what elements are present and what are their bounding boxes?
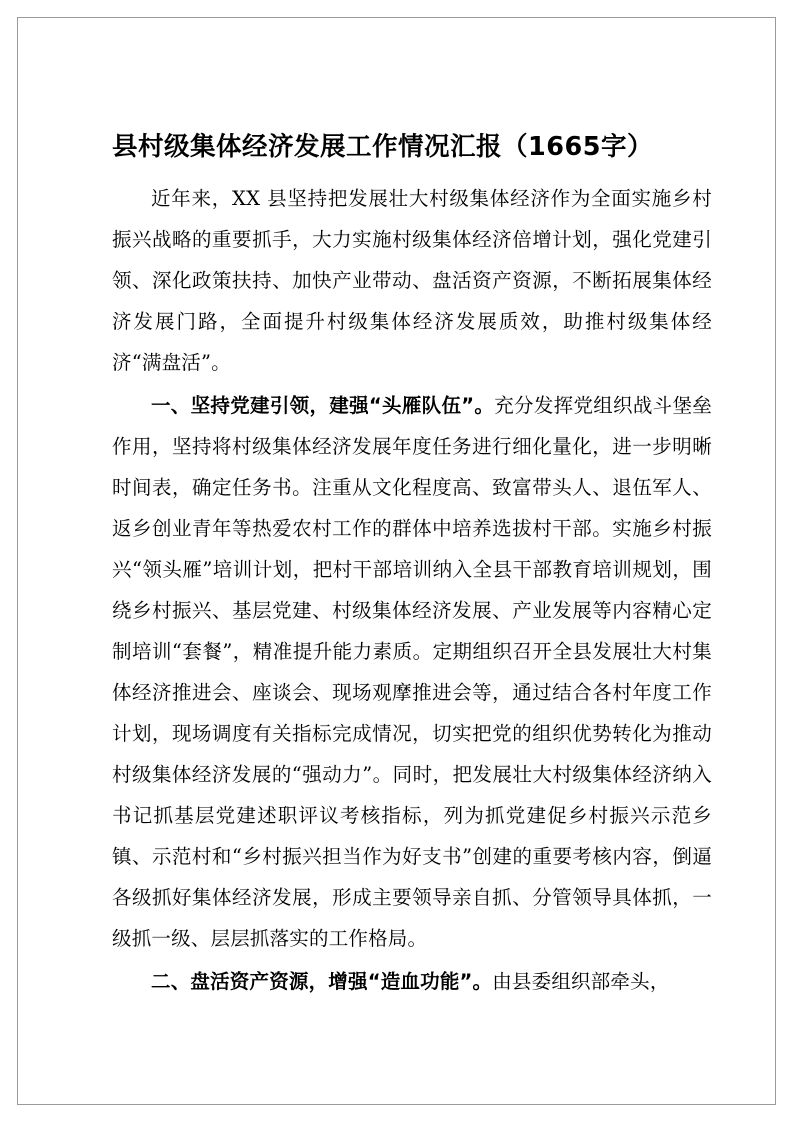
paragraph-text: 近年来，XX 县坚持把发展壮大村级集体经济作为全面实施乡村振兴战略的重要抓手，大力实施村级集体经济倍增计划，强化党建引领、深化政策扶持、加快产业带动、盘活资产资源，不断拓展集体经济发展门路，全面提升村级集体经济发展质效，助推村级集体经济“满盘活”。 [112, 187, 712, 375]
paragraph-section-one [112, 385, 712, 959]
section-heading-two: 二、盘活资产资源，增强“造血功能”。 [151, 970, 493, 994]
paragraph-text: 由县委组织部牵头， [492, 970, 670, 994]
paragraph-intro [112, 178, 712, 383]
paragraph-section-two [112, 961, 712, 1002]
document-body [112, 130, 712, 1002]
paragraph-text: 充分发挥党组织战斗堡垒作用，坚持将村级集体经济发展年度任务进行细化量化，进一步明晰时间表，确定任务书。注重从文化程度高、致富带头人、退伍军人、返乡创业青年等热爱农村工作的群体中培养选拔村干部。实施乡村振兴“领头雁”培训计划，把村干部培训纳入全县干部教育培训规划，围绕乡村振兴、基层党建、村级集体经济发展、产业发展等内容精心定制培训“套餐”，精准提升能力素质。定期组织召开全县发展壮大村集体经济推进会、座谈会、现场观摩推进会等，通过结合各村年度工作计划，现场调度有关指标完成情况，切实把党的组织优势转化为推动村级集体经济发展的“强动力”。同时，把发展壮大村级集体经济纳入书记抓基层党建述职评议考核指标，列为抓党建促乡村振兴示范乡镇、示范村和“乡村振兴担当作为好支书”创建的重要考核内容，倒逼各级抓好集体经济发展，形成主要领导亲自抓、分管领导具体抓，一级抓一级、层层抓落实的工作格局。 [112, 394, 712, 951]
page-title: 县村级集体经济发展工作情况汇报（1665字） [112, 132, 653, 162]
section-heading-one: 一、坚持党建引领，建强“头雁队伍”。 [151, 394, 495, 418]
